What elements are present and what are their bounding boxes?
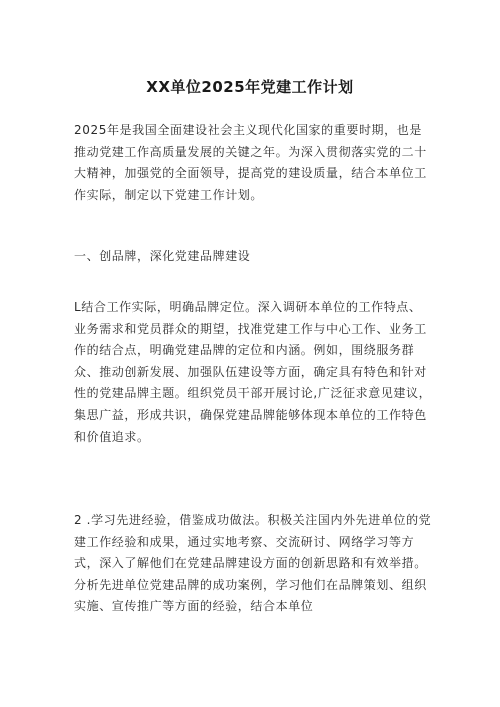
- list-item-paragraph: 2 .学习先进经验，借鉴成功做法。积极关注国内外先进单位的党建工作经验和成果，通过实地考察、交流研讨、网络学习等方式，深入了解他们在党建品牌建设方面的创新思路和有效举措。分析先进单位党建品牌的成功案例，学习他们在品牌策划、组织实施、宣传推广等方面的经验，结合本单位: [74, 513, 432, 614]
- list-item-paragraph: L结合工作实际，明确品牌定位。深入调研本单位的工作特点、业务需求和党员群众的期望，找准党建工作与中心工作、业务工作的结合点，明确党建品牌的定位和内涵。例如，围绕服务群众、推动创新发展、加强队伍建设等方面，确定具有特色和针对性的党建品牌主题。组织党员干部开展讨论,广泛征求意见建议，集思广益，形成共识，确保党建品牌能够体现本单位的工作特色和价值追求。: [74, 300, 432, 444]
- intro-paragraph: 2025年是我国全面建设社会主义现代化国家的重要时期，也是推动党建工作高质量发展的关键之年。为深入贯彻落实党的二十大精神，加强党的全面领导，提高党的建设质量，结合本单位工作实际，制定以下党建工作计划。: [74, 123, 427, 202]
- section-heading: 一、创品牌，深化党建品牌建设: [74, 249, 251, 263]
- document-title: XX单位2025年党建工作计划: [146, 78, 354, 96]
